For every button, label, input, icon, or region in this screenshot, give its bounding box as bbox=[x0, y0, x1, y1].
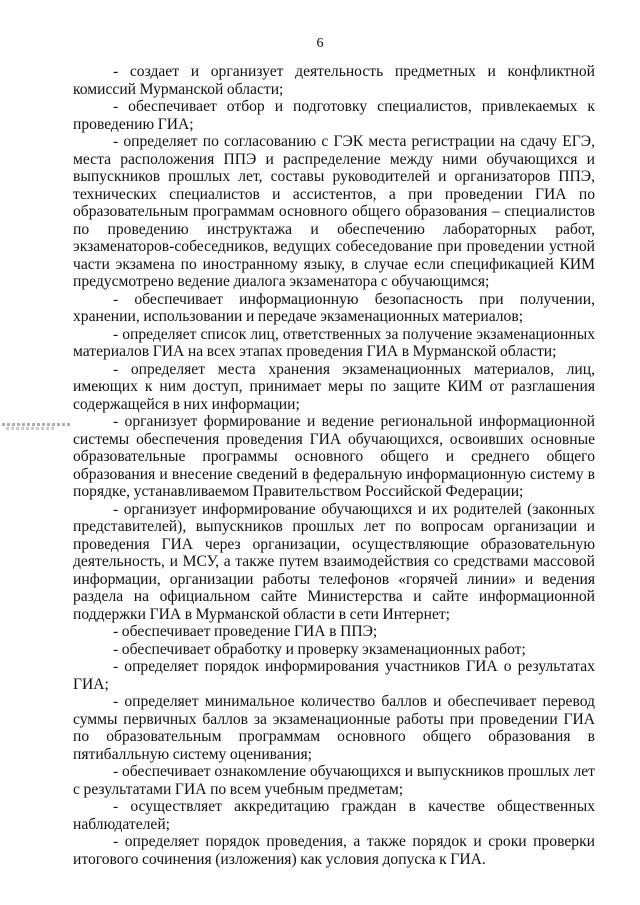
page-number: 6 bbox=[316, 36, 324, 51]
paragraph-results-procedure: - определяет порядок информирования участников ГИА о результатах ГИА; bbox=[73, 658, 595, 693]
paragraph-informing: - организует информирование обучающихся и их родителей (законных представителей), выпускников прошлых лет по вопросам организации и проведения ГИА через организации, осуществляющие образовательную деятельность, и МСУ, а также путем взаимодействия со средствами массовой информации, организации работы телефонов «горячей линии» и ведения раздела на официальном сайте Министерства и сайте информационной поддержки ГИА в Мурманской области в сети Интернет; bbox=[73, 500, 595, 623]
paragraph-minimum-score: - определяет минимальное количество баллов и обеспечивает перевод суммы первичных баллов за экзаменационные работы при проведении ГИА по образовательным программам основного общего образования в пятибалльную систему оценивания; bbox=[73, 693, 595, 763]
paragraph-information-system: - организует формирование и ведение региональной информационной системы обеспечения проведения ГИА обучающихся, освоивших основные образовательные программы основного общего и среднего общего образования и внесение сведений в федеральную информационную систему в порядке, устанавливаемом Правительством Российской Федерации; bbox=[73, 413, 595, 500]
paragraph-specialists: - обеспечивает отбор и подготовку специалистов, привлекаемых к проведению ГИА; bbox=[73, 98, 595, 133]
paragraph-storage-places: - определяет места хранения экзаменационных материалов, лиц, имеющих к ним доступ, принимает меры по защите КИМ от разглашения содержащейся в них информации; bbox=[73, 360, 595, 413]
paragraph-information-security: - обеспечивает информационную безопасность при получении, хранении, использовании и передаче экзаменационных материалов; bbox=[73, 290, 595, 325]
paragraph-accreditation: - осуществляет аккредитацию граждан в качестве общественных наблюдателей; bbox=[73, 798, 595, 833]
paragraph-commissions: - создает и организует деятельность предметных и конфликтной комиссий Мурманской области; bbox=[73, 63, 595, 98]
paragraph-results-familiarization: - обеспечивает ознакомление обучающихся и выпускников прошлых лет с результатами ГИА по всем учебным предметам; bbox=[73, 763, 595, 798]
paragraph-processing: - обеспечивает обработку и проверку экзаменационных работ; bbox=[113, 640, 526, 658]
paragraph-registration-places: - определяет по согласованию с ГЭК места регистрации на сдачу ЕГЭ, места расположения ППЭ и распределение между ними обучающихся и выпускников прошлых лет, составы руководителей и организаторов ППЭ, технических специалистов и ассистентов, а при проведении ГИА по образовательным программам основного общего образования – специалистов по проведению инструктажа и обеспечению лабораторных работ, экзаменаторов-собеседников, ведущих собеседование при проведении устной части экзамена по иностранному языку, в случае если спецификацией КИМ предусмотрено ведение диалога экзаменатора с обучающимся; bbox=[73, 133, 595, 290]
scan-artifact bbox=[2, 423, 72, 426]
document-body bbox=[73, 63, 595, 868]
paragraph-final-essay: - определяет порядок проведения, а также порядок и сроки проверки итогового сочинения (изложения) как условия допуска к ГИА. bbox=[73, 833, 595, 868]
paragraph-conducting: - обеспечивает проведение ГИА в ППЭ; bbox=[113, 623, 378, 640]
scan-artifact bbox=[6, 427, 56, 430]
paragraph-responsible-persons: - определяет список лиц, ответственных за получение экзаменационных материалов ГИА на всех этапах проведения ГИА в Мурманской области; bbox=[73, 325, 595, 360]
